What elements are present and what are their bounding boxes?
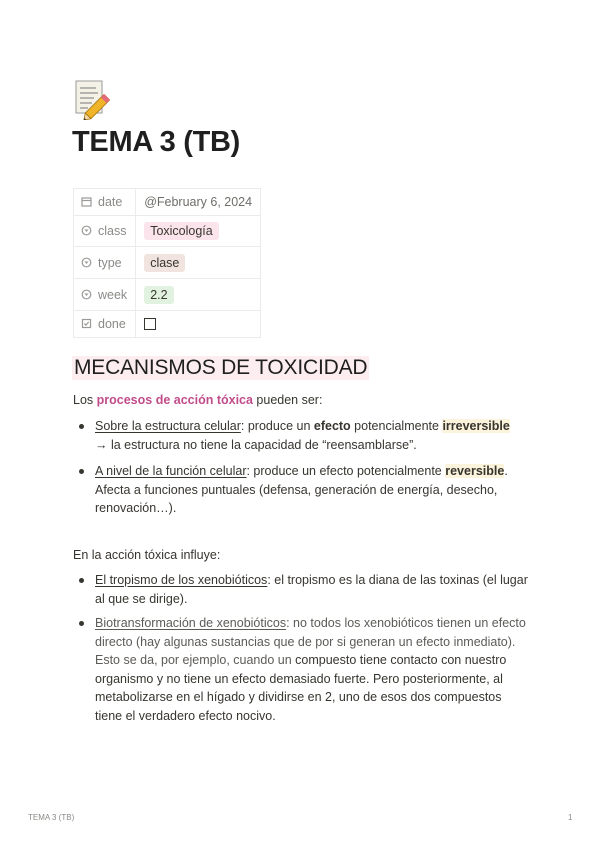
property-row-type: [74, 247, 261, 279]
term: Sobre la estructura celular: [95, 419, 241, 433]
property-label: class: [98, 224, 127, 238]
influence-list: [78, 571, 528, 725]
property-label: done: [98, 317, 126, 331]
intro-paragraph: [73, 391, 322, 409]
list-item: [78, 462, 528, 518]
text: → la estructura no tiene la capacidad de “reensamblarse”.: [95, 437, 417, 452]
text: . Afecta a funciones puntuales (defensa, generación de energía, desecho, renovación…).: [95, 464, 508, 515]
property-label: type: [98, 255, 122, 270]
type-tag[interactable]: clase: [144, 254, 185, 272]
memo-pencil-icon: [74, 78, 114, 120]
highlight-text: reversible: [445, 464, 505, 478]
checkbox-icon: [81, 318, 92, 329]
property-value-date[interactable]: [136, 189, 261, 216]
text: : el tropismo es la diana de las toxinas (el lugar al que se dirige).: [95, 573, 528, 606]
intro-highlight: procesos de acción tóxica: [96, 393, 253, 407]
list-item: [78, 614, 528, 725]
text: potencialmente: [350, 419, 443, 433]
calendar-icon: [81, 196, 92, 207]
property-name-type: [74, 247, 136, 279]
page-number: 1: [568, 813, 573, 822]
intro-post: pueden ser:: [252, 393, 323, 407]
term: El tropismo de los xenobióticos: [95, 573, 268, 587]
property-value-type[interactable]: [136, 247, 261, 279]
property-row-week: [74, 279, 261, 311]
property-row-date: [74, 189, 261, 216]
toxic-action-list: [78, 417, 528, 518]
highlight-text: irreversible: [442, 419, 510, 433]
property-row-done: [74, 311, 261, 338]
class-tag[interactable]: Toxicología: [144, 222, 219, 240]
select-icon: [81, 289, 92, 300]
property-name-date: [74, 189, 136, 216]
footer-title: TEMA 3 (TB): [28, 813, 75, 822]
property-value-class[interactable]: [136, 216, 261, 247]
section-heading: MECANISMOS DE TOXICIDAD: [74, 356, 368, 379]
date-value: @February 6, 2024: [144, 195, 253, 209]
intro-pre: Los: [73, 393, 97, 407]
property-label: week: [98, 287, 128, 302]
page-title: TEMA 3 (TB): [72, 126, 240, 158]
property-name-done: [74, 311, 136, 338]
select-icon: [81, 257, 92, 268]
term: A nivel de la función celular: [95, 464, 247, 478]
list-item: [78, 571, 528, 608]
text: compuesto tiene contacto con nuestro organismo y no tiene un efecto demasiado fuerte. Pero posteriormente, al metabolizarse en el hígado y dividirse en 2, uno de esos dos compuestos tiene el verdadero efecto nocivo.: [95, 653, 507, 723]
property-value-done[interactable]: [136, 311, 261, 338]
done-checkbox[interactable]: [144, 318, 156, 330]
list-item: [78, 417, 528, 454]
select-icon: [81, 225, 92, 236]
term: Biotransformación de xenobióticos: [95, 616, 287, 630]
intro2-paragraph: En la acción tóxica influye:: [73, 548, 221, 562]
gray-text: : no todos los xenobióticos tienen un efecto directo (hay algunas sustancias que de por si generan un efecto inmediato). Esto se da, por ejemplo, cuando un: [95, 616, 526, 667]
property-value-week[interactable]: [136, 279, 261, 311]
text: : produce un: [240, 419, 314, 433]
properties-table: [73, 188, 261, 338]
property-name-class: [74, 216, 136, 247]
property-name-week: [74, 279, 136, 311]
property-label: date: [98, 195, 123, 209]
property-row-class: [74, 216, 261, 247]
week-tag[interactable]: 2.2: [144, 286, 173, 304]
text: : produce un efecto potencialmente: [246, 464, 446, 478]
bold-text: efecto: [313, 419, 351, 433]
